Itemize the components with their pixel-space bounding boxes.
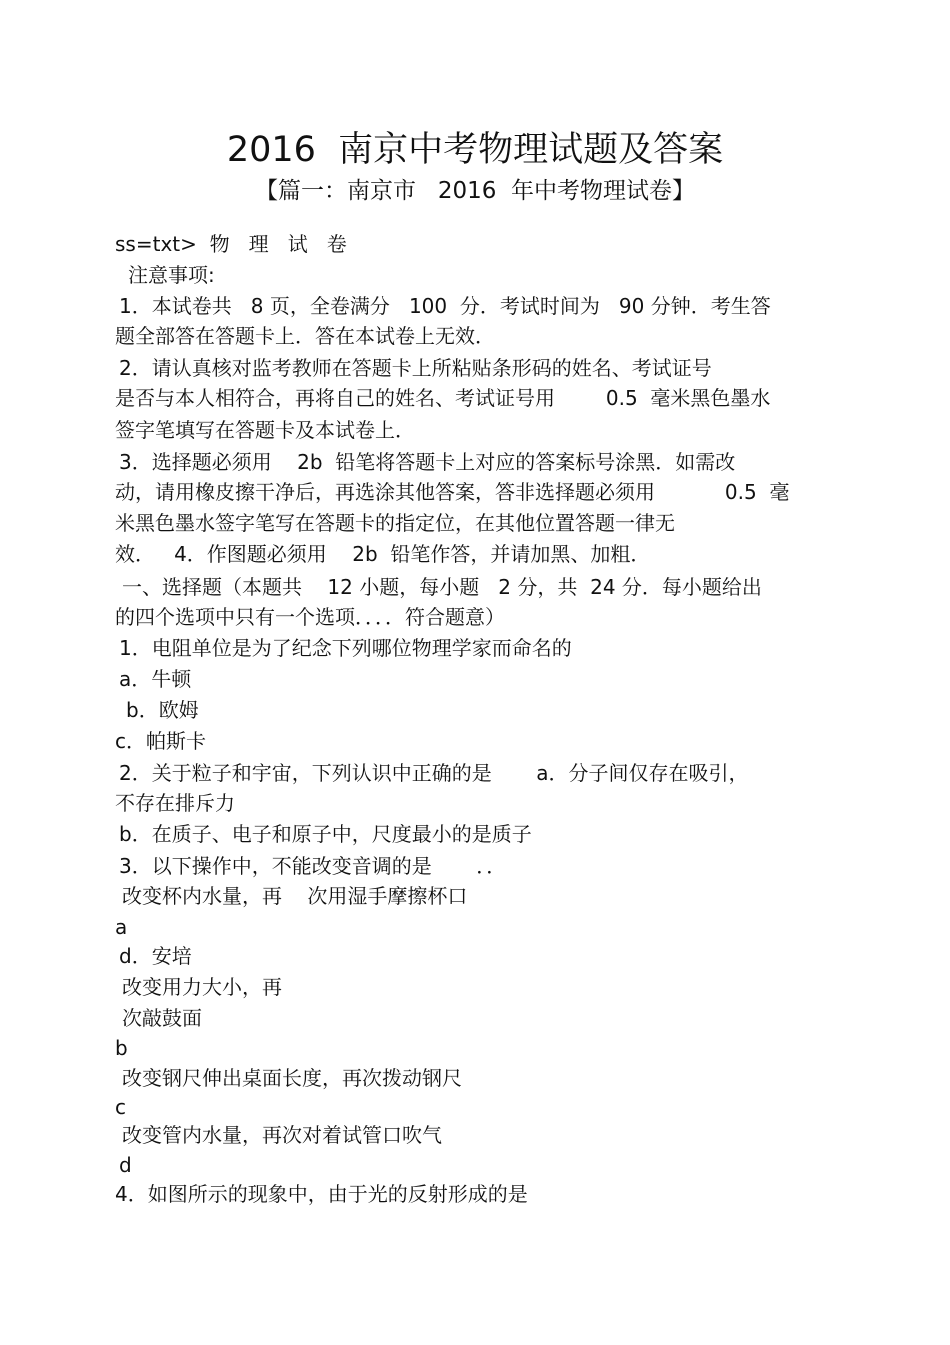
document-subtitle: 【篇一：南京市 2016 年中考物理试卷】: [254, 178, 696, 204]
text-line: 1．电阻单位是为了纪念下列哪位物理学家而命名的: [119, 636, 572, 660]
text-line: c．帕斯卡: [115, 729, 206, 753]
text-line: 3．选择题必须用 2b 铅笔将答题卡上对应的答案标号涂黑．如需改: [119, 450, 736, 474]
text-line: 改变管内水量，再次对着试管口吹气: [122, 1123, 442, 1147]
text-line: 一、选择题（本题共 12 小题，每小题 2 分，共 24 分．每小题给出: [122, 575, 762, 599]
text-line: b．在质子、电子和原子中，尺度最小的是质子: [119, 822, 532, 846]
text-line: b．欧姆: [126, 698, 199, 722]
text-line: 次敲鼓面: [122, 1006, 202, 1030]
text-line: 米黑色墨水签字笔写在答题卡的指定位，在其他位置答题一律无: [115, 511, 675, 535]
text-line: d．安培: [119, 944, 192, 968]
text-line: 题全部答在答题卡上．答在本试卷上无效．: [115, 324, 495, 348]
text-line: a: [115, 915, 128, 939]
text-line: 3．以下操作中，不能改变音调的是 ．．: [119, 854, 507, 878]
text-line: a．牛顿: [119, 667, 192, 691]
text-line: 注意事项:: [128, 263, 215, 287]
text-line: 改变钢尺伸出桌面长度，再次拨动钢尺: [122, 1066, 462, 1090]
text-line: 的四个选项中只有一个选项．．．．符合题意）: [115, 605, 505, 629]
text-line: 4．如图所示的现象中，由于光的反射形成的是: [115, 1182, 528, 1206]
text-line: b: [115, 1036, 128, 1060]
text-line: 不存在排斥力: [115, 791, 235, 815]
text-line: 动，请用橡皮擦干净后，再选涂其他答案，答非选择题必须用 0.5 毫: [115, 480, 790, 504]
text-line: 1．本试卷共 8 页，全卷满分 100 分．考试时间为 90 分钟．考生答: [119, 294, 771, 318]
text-line: 签字笔填写在答题卡及本试卷上．: [115, 418, 415, 442]
text-line: 效． 4．作图题必须用 2b 铅笔作答，并请加黑、加粗．: [115, 542, 651, 566]
text-line: d: [119, 1153, 132, 1177]
text-line: 是否与本人相符合，再将自己的姓名、考试证号用 0.5 毫米黑色墨水: [115, 386, 771, 410]
text-line: 2．关于粒子和宇宙，下列认识中正确的是 a．分子间仅存在吸引，: [119, 761, 749, 785]
text-line: 2．请认真核对监考教师在答题卡上所粘贴条形码的姓名、考试证号: [119, 356, 712, 380]
text-line: 改变杯内水量，再 次用湿手摩擦杯口: [122, 884, 468, 908]
text-line: ss=txt> 物 理 试 卷: [115, 232, 347, 256]
text-line: 改变用力大小，再: [122, 975, 282, 999]
document-title: 2016 南京中考物理试题及答案: [226, 130, 724, 170]
text-line: c: [115, 1095, 126, 1119]
